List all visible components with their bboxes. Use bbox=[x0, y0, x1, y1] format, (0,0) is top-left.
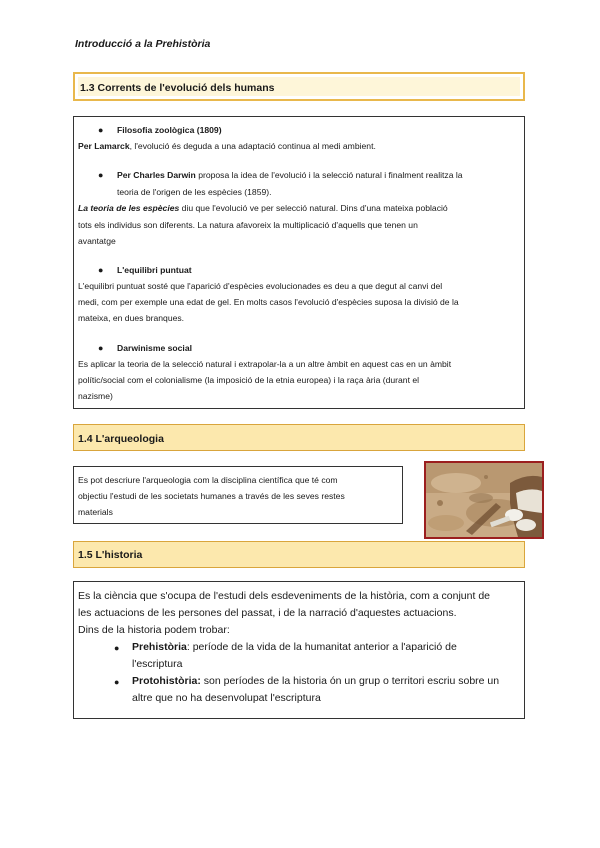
section-heading-text: 1.3 Corrents de l'evolució dels humans bbox=[80, 82, 275, 94]
paragraph: nazisme) bbox=[78, 391, 113, 401]
bullet-icon: ● bbox=[114, 677, 120, 687]
paragraph: Per Lamarck, l'evolució és deguda a una adaptació continua al medi ambient. bbox=[78, 141, 376, 151]
bullet-icon: ● bbox=[98, 125, 104, 135]
item-title: Darwinisme social bbox=[117, 343, 192, 353]
paragraph: tots els individus son diferents. La natura afavoreix la multiplicació d'aquells que tenen un bbox=[78, 220, 418, 230]
paragraph: Per Charles Darwin proposa la idea de l'evolució i la selecció natural i finalment realitza la bbox=[117, 170, 463, 180]
section-1-5-content bbox=[73, 581, 525, 719]
bullet-icon: ● bbox=[114, 643, 120, 653]
paragraph: avantatge bbox=[78, 236, 116, 246]
excavation-image bbox=[426, 463, 542, 537]
section-1-4-content bbox=[73, 466, 403, 524]
bullet-icon: ● bbox=[98, 170, 104, 180]
paragraph: les actuacions de les persones del passat, i de la narració d'aquestes actuacions. bbox=[78, 607, 457, 619]
section-heading-1-3 bbox=[73, 72, 525, 101]
paragraph: Dins de la historia podem trobar: bbox=[78, 624, 230, 636]
archaeology-excavation-photo bbox=[424, 461, 544, 539]
paragraph: objectiu l'estudi de les societats humanes a través de les seves restes bbox=[78, 491, 345, 501]
section-heading-text: 1.5 L'historia bbox=[78, 549, 143, 561]
section-heading-1-4 bbox=[73, 424, 525, 451]
list-item: Protohistòria: son períodes de la historia ón un grup o territori escriu sobre un bbox=[132, 675, 500, 687]
paragraph: Es pot descriure l'arqueologia com la disciplina científica que té com bbox=[78, 475, 338, 485]
bullet-icon: ● bbox=[98, 343, 104, 353]
paragraph: Es la ciència que s'ocupa de l'estudi dels esdeveniments de la història, com a conjunt de bbox=[78, 590, 491, 602]
paragraph: medi, com per exemple una edat de gel. En molts casos l'evolució d'espècies suposa la divisió de la bbox=[78, 297, 459, 307]
paragraph: L'equilibri puntuat sosté que l'aparició d'espècies evolucionades es deu a que degut al canvi del bbox=[78, 281, 443, 291]
bullet-icon: ● bbox=[98, 265, 104, 275]
item-title: Filosofia zoològica (1809) bbox=[117, 125, 222, 135]
paragraph: La teoria de les espècies diu que l'evolució ve per selecció natural. Dins d'una mateixa població bbox=[78, 203, 448, 213]
section-heading-1-5 bbox=[73, 541, 525, 568]
list-item-continued: altre que no ha desenvolupat l'escriptura bbox=[132, 692, 321, 704]
list-item: Prehistòria: període de la vida de la humanitat anterior a l'aparició de bbox=[132, 641, 457, 653]
paragraph: materials bbox=[78, 507, 113, 517]
paragraph: teoria de l'origen de les espècies (1859). bbox=[117, 187, 272, 197]
item-title: L'equilibri puntuat bbox=[117, 265, 192, 275]
list-item-continued: l'escriptura bbox=[132, 658, 183, 670]
paragraph: polític/social com el colonialisme (la imposició de la etnia europea) i la raça ària (durant el bbox=[78, 375, 420, 385]
paragraph: Es aplicar la teoria de la selecció natural i extrapolar-la a un altre àmbit en aquest cas en un àmbit bbox=[78, 359, 452, 369]
section-heading-text: 1.4 L'arqueologia bbox=[78, 433, 164, 445]
paragraph: mateixa, en dues branques. bbox=[78, 313, 185, 323]
document-title: Introducció a la Prehistòria bbox=[75, 38, 211, 50]
section-1-3-content bbox=[73, 116, 525, 409]
